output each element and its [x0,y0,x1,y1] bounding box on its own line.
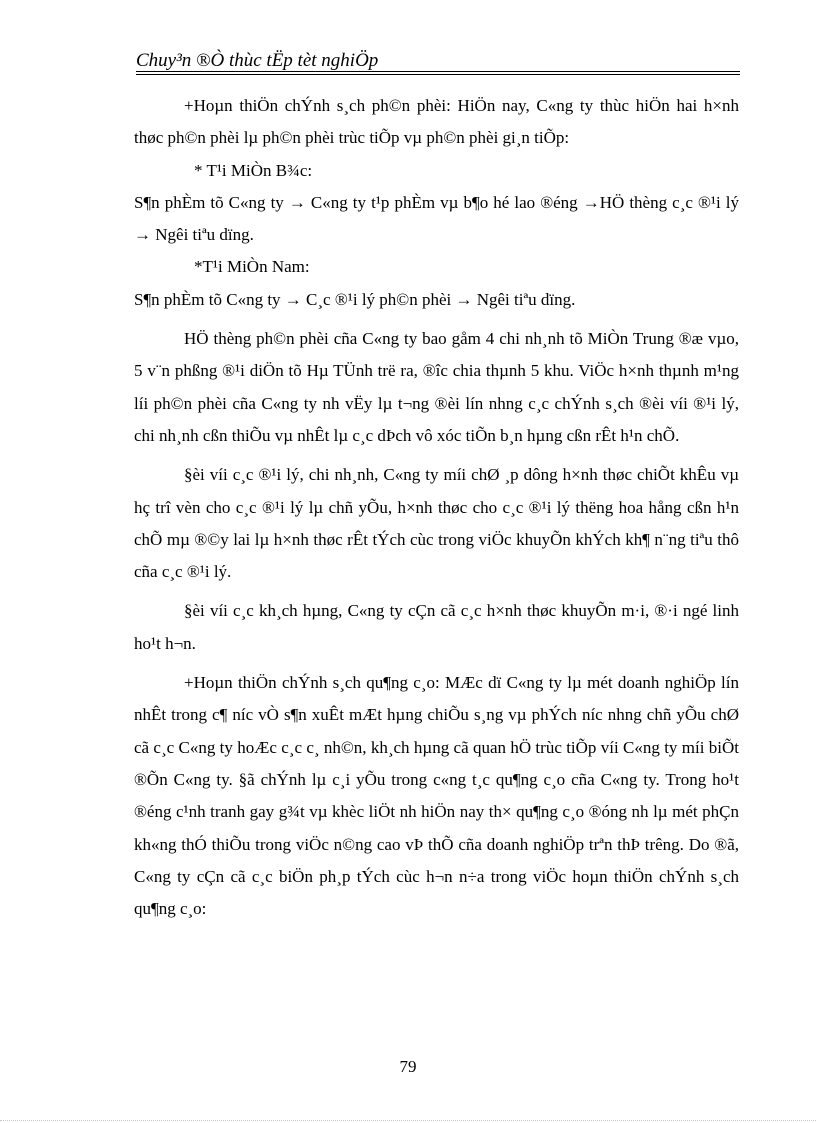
paragraph-north-distribution-chain: S¶n phÈm tõ C«ng ty → C«ng ty t¹p phÈm vµ b¶o hé lao ®éng →HÖ thèng c¸c ®¹i lý → Ngêi tiªu dïng. [134,192,739,245]
paragraph-distribution-policy: +Hoµn thiÖn chÝnh s¸ch ph©n phèi: HiÖn nay, C«ng ty thùc hiÖn hai h×nh thøc ph©n phèi lµ ph©n phèi trùc tiÕp vµ ph©n phèi gi¸n tiÕp: [134,96,739,148]
subheading-north-region: * T¹i MiÒn B¾c: [194,160,313,180]
header-title: Chuy³n ®Ò thùc tËp tèt nghiÖp [136,50,379,71]
document-body [134,90,739,925]
footer-rule [0,1120,816,1121]
header-rule [136,71,740,75]
paragraph-distribution-system: HÖ thèng ph©n phèi cña C«ng ty bao gåm 4 chi nh¸nh tõ MiÒn Trung ®æ vµo, 5 v¨n phßng ®¹i diÖn tõ Hµ TÜnh trë ra, ®îc chia thµnh 5 khu. ViÖc h×nh thµnh m¹ng líi ph©n phèi cña C«ng ty nh vËy lµ t¬ng ®èi lín nhng c¸c chÝnh s¸ch ®èi víi ®¹i lý, chi nh¸nh cßn thiÕu vµ nhÊt lµ c¸c dÞch vô xóc tiÕn b¸n hµng cßn rÊt h¹n chÕ. [134,329,739,445]
paragraph-agent-policy: §èi víi c¸c ®¹i lý, chi nh¸nh, C«ng ty míi chØ ¸p dông h×nh thøc chiÕt khÊu vµ hç trî vèn cho c¸c ®¹i lý lµ chñ yÕu, h×nh thøc cho c¸c ®¹i lý thëng hoa hång cßn h¹n chÕ mµ ®©y lai lµ h×nh thøc rÊt tÝch cùc trong viÖc khuyÕn khÝch kh¶ n¨ng tiªu thô cña c¸c ®¹i lý. [134,465,739,582]
subheading-south-region: *T¹i MiÒn Nam: [194,257,310,277]
page-number: 79 [399,1057,417,1076]
paragraph-advertising-policy: +Hoµn thiÖn chÝnh s¸ch qu¶ng c¸o: MÆc dï C«ng ty lµ mét doanh nghiÖp lín nhÊt trong c¶ níc vÒ s¶n xuÊt mÆt hµng chiÕu s¸ng vµ phÝch níc nhng chñ yÕu chØ cã c¸c C«ng ty hoÆc c¸c c¸ nh©n, kh¸ch hµng cã quan hÖ trùc tiÕp víi C«ng ty míi biÕt ®Õn C«ng ty. §ã chÝnh lµ c¸i yÕu trong c«ng t¸c qu¶ng c¸o cña C«ng ty. Trong ho¹t ®éng c¹nh tranh gay g¾t vµ khèc liÖt nh hiÖn nay th× qu¶ng c¸o ®óng nh lµ mét phÇn kh«ng thÓ thiÕu trong viÖc n©ng cao vÞ thÕ cña doanh nghiÖp trªn thÞ trêng. Do ®ã, C«ng ty cÇn cã c¸c biÖn ph¸p tÝch cùc h¬n n÷a trong viÖc hoµn thiÖn chÝnh s¸ch qu¶ng c¸o: [134,673,739,919]
paragraph-customer-policy: §èi víi c¸c kh¸ch hµng, C«ng ty cÇn cã c¸c h×nh thøc khuyÕn m·i, ®·i ngé linh ho¹t h¬n. [134,601,739,653]
page-header [136,50,740,72]
paragraph-south-distribution-chain: S¶n phÈm tõ C«ng ty → C¸c ®¹i lý ph©n phèi → Ngêi tiªu dïng. [134,289,576,309]
